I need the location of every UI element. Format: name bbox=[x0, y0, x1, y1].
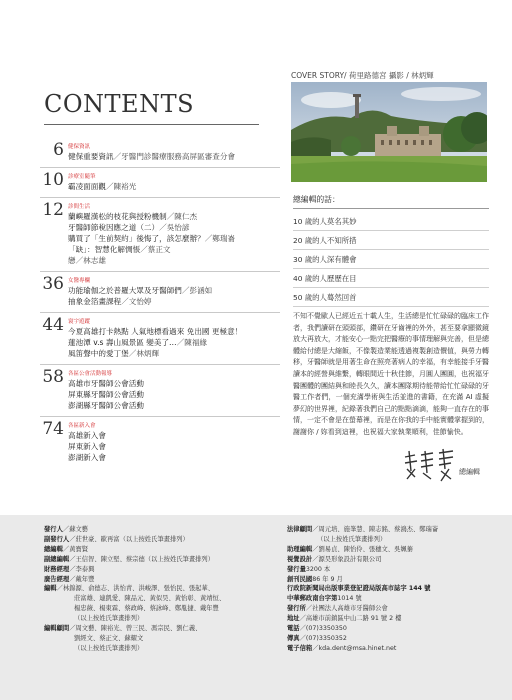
entry-author: ／蔡正文 bbox=[140, 245, 171, 254]
credit-label: 編輯顧問 bbox=[44, 625, 70, 633]
signature-role: 總編輯 bbox=[459, 467, 480, 476]
credit-label: 副總編輯 bbox=[44, 555, 70, 563]
contents-entry[interactable] bbox=[68, 211, 280, 222]
entry-title: 屏東新入會 bbox=[68, 442, 106, 451]
contents-entry[interactable] bbox=[68, 255, 280, 266]
credit-row bbox=[44, 565, 254, 575]
contents-entry[interactable] bbox=[68, 389, 280, 400]
signature-block bbox=[293, 439, 489, 487]
credit-row bbox=[44, 584, 254, 594]
contents-entry[interactable] bbox=[68, 378, 280, 389]
contents-entry[interactable] bbox=[68, 441, 280, 452]
credit-value: ／李泰興 bbox=[69, 565, 95, 573]
contents-entry[interactable] bbox=[68, 222, 280, 233]
section-category: 各區新入會 bbox=[68, 423, 96, 429]
credit-row bbox=[287, 545, 487, 555]
contents-list bbox=[40, 138, 280, 468]
editor-note-line: 10 歲的人莫名其妙 bbox=[293, 212, 489, 231]
title-divider bbox=[44, 124, 259, 125]
credit-label: 法律顧問 bbox=[287, 526, 313, 533]
editor-note-line: 20 歲的人不知所措 bbox=[293, 231, 489, 250]
entry-title: 屏東縣牙醫師公會活動 bbox=[68, 390, 144, 399]
credit-row bbox=[287, 624, 487, 634]
section-category: 女醫專欄 bbox=[68, 278, 91, 284]
entry-title: 澎湖新入會 bbox=[68, 453, 106, 462]
editor-note bbox=[293, 194, 489, 487]
credit-label: 中華郵政南台字第 bbox=[287, 595, 338, 603]
credit-value: ／高雄市前鎮區中山二路 91 號 2 樓 bbox=[299, 615, 402, 623]
credit-label: 總編輯 bbox=[44, 545, 63, 553]
entry-author: ／林志雄 bbox=[75, 256, 106, 265]
section-36 bbox=[40, 271, 280, 312]
contents-entry[interactable] bbox=[68, 181, 280, 192]
credit-row bbox=[44, 535, 254, 545]
page-number: 36 bbox=[42, 274, 64, 294]
entry-author: ／牙醫門診醫療服務高屏區審查分會 bbox=[113, 152, 236, 161]
entry-title: 「缺」：智慧化解惆悵 bbox=[68, 245, 141, 254]
page-number: 12 bbox=[42, 200, 64, 220]
entry-author: ／陳裕光 bbox=[105, 182, 137, 191]
credit-row bbox=[44, 555, 254, 565]
entry-title: 高雄市牙醫師公會活動 bbox=[68, 379, 144, 388]
entry-author: ／陳福緣 bbox=[176, 338, 208, 347]
page-title: CONTENTS bbox=[44, 90, 195, 118]
credit-row bbox=[287, 525, 487, 535]
credit-value: ／黃寶賢 bbox=[62, 545, 89, 553]
section-category: 各區公會活動報導 bbox=[68, 371, 113, 377]
contents-entry[interactable] bbox=[68, 326, 280, 337]
credit-value: ／蘇文藝 bbox=[62, 526, 89, 533]
credit-value: ／周文藝、陳裕光、曾三民、馮宗民、劉仁義、 bbox=[69, 625, 202, 633]
contents-entry[interactable] bbox=[68, 430, 280, 441]
credit-row bbox=[287, 644, 487, 654]
entry-title: 蘭嶼羅漢松的枝花與授粉機制 bbox=[68, 212, 167, 221]
section-74 bbox=[40, 416, 280, 468]
credit-value: ／劉易貞、陳怡伶、張穗文、吳姵蓁 bbox=[312, 545, 413, 553]
entry-title: 今夏高雄打卡熱點 人氣地標看過來 免出國 更極意！ bbox=[68, 327, 243, 336]
section-category: 診療室隨筆 bbox=[68, 174, 96, 180]
page-number: 6 bbox=[53, 140, 64, 160]
credit-label: 電話 bbox=[287, 625, 300, 633]
entry-author: ／文怡婷 bbox=[121, 297, 152, 306]
credit-value: ／戴年豐 bbox=[69, 575, 95, 583]
credit-value: 86 年 9 月 bbox=[312, 575, 343, 583]
credit-row bbox=[44, 545, 254, 555]
credit-value: ／kda.dent@msa.hinet.net bbox=[312, 644, 397, 652]
credit-label: 電子信箱 bbox=[287, 644, 313, 652]
credit-value: 3200 本 bbox=[305, 565, 331, 573]
section-category: 診間生活 bbox=[68, 204, 91, 210]
credit-label: 助理編輯 bbox=[287, 545, 313, 553]
credit-label: 行政院新聞局出版事業登記證局版高市誌字 144 號 bbox=[287, 585, 431, 593]
credit-continuation: 莊富雄、連凱愛、陳品元、黃似昊、黃怡彰、黃靖恒、 bbox=[74, 595, 226, 603]
entry-title: 抽象金箔畫課程 bbox=[68, 297, 122, 306]
contents-entry[interactable] bbox=[68, 400, 280, 411]
credit-label: 發行量 bbox=[287, 565, 306, 573]
credit-row bbox=[44, 525, 254, 535]
contents-entry[interactable] bbox=[68, 233, 280, 244]
contents-entry[interactable] bbox=[68, 285, 280, 296]
section-12 bbox=[40, 197, 280, 271]
entry-author: ／陳仁杰 bbox=[166, 212, 198, 221]
credit-label: 地址 bbox=[287, 615, 300, 623]
credit-value: ／(07)3350352 bbox=[299, 634, 347, 642]
entry-title: 蓮池潭 v.s 壽山風景區 變美了… bbox=[68, 338, 177, 347]
credit-value: ／源昊形象設計有限公司 bbox=[312, 555, 382, 563]
entry-title: 戀 bbox=[68, 256, 76, 265]
entry-title: 購買了「生前契約」後悔了，該怎麼辦？ bbox=[68, 234, 205, 243]
credit-value: ／林錦源、俞德志、洪怡青、洪峻澤、張怡民、張起華、 bbox=[56, 585, 215, 593]
editor-note-line: 30 歲的人深有體會 bbox=[293, 250, 489, 269]
credit-row bbox=[287, 555, 487, 565]
contents-entry[interactable] bbox=[68, 337, 280, 348]
credit-row bbox=[287, 575, 487, 585]
credit-label: 視覺設計 bbox=[287, 555, 313, 563]
credit-continuation: 楊忠薇、楊東霖、蔡政峰、蔡詠峰、鄭胤捷、戴年豐 bbox=[74, 605, 219, 613]
credit-label: 發行人 bbox=[44, 526, 63, 533]
entry-title: 高雄新入會 bbox=[68, 431, 106, 440]
section-10 bbox=[40, 167, 280, 197]
credit-label: 副發行人 bbox=[44, 535, 70, 543]
credit-label: 創刊民國 bbox=[287, 575, 313, 583]
section-category: 健保資訊 bbox=[68, 144, 91, 150]
credit-label: 編輯 bbox=[44, 585, 57, 593]
contents-entry[interactable] bbox=[68, 244, 280, 255]
credit-value: 1014 號 bbox=[337, 595, 362, 603]
cover-story-caption: COVER STORY/ 荷里路德宮 攝影 / 林炳輝 bbox=[291, 71, 434, 80]
credit-row bbox=[287, 634, 487, 644]
credit-value: ／(07)3350350 bbox=[299, 625, 347, 633]
credits-right-column bbox=[287, 525, 487, 654]
entry-title: 風笛聲中的愛丁堡 bbox=[68, 349, 129, 358]
entry-title: 霸凌面面觀 bbox=[68, 182, 106, 191]
credit-value: ／社團法人高雄市牙醫師公會 bbox=[305, 605, 388, 613]
entry-title: 功能瑜伽之於普羅大眾及牙醫師們 bbox=[68, 286, 182, 295]
contents-entry[interactable] bbox=[68, 452, 280, 463]
credits-left-column bbox=[44, 525, 254, 654]
cover-photo bbox=[291, 82, 487, 182]
entry-title: 澎湖縣牙醫師公會活動 bbox=[68, 401, 144, 410]
editor-note-heading: 總編輯的話： bbox=[293, 194, 489, 209]
credit-label: 財務經理 bbox=[44, 565, 70, 573]
credit-label: 發行所 bbox=[287, 605, 306, 613]
credit-row bbox=[44, 575, 254, 585]
credit-row bbox=[287, 614, 487, 624]
credit-value: ／莊世豪、歐再富（以上按姓氏筆畫排列） bbox=[69, 535, 189, 543]
handwritten-signature bbox=[401, 447, 457, 483]
contents-entry[interactable] bbox=[68, 296, 280, 307]
contents-entry[interactable] bbox=[68, 348, 280, 359]
credit-row bbox=[287, 594, 487, 604]
editor-note-body: 不知不覺歐人已經近五十載人生，生活總是忙忙碌碌的臨床工作者，我們讀研在頭頭部，鑽研在牙齒裡的外外，甚至要拿顯微鏡放大再放大，才能安心一點完把醫療的事情理解與完善，但是總體給付總是大縮飯，不像製造業能透過複製創造價值，與勞力轉移，牙醫師就是用著生命在照亮著病人的幸福，有幸能接手牙醫讀本的經營與維繫，轉眼間近十秋佳節，月圓人團圓，也祝福牙醫團體的團結與和睦長久久，讀本團隊期待能帶給忙忙碌碌的牙醫工作者們，一個充滿學術與生活並進的書籍，在充滿 AI 虛擬夢幻的世界裡，紀錄著我們自己的點點滴滴，能夠一直存在的事情，一定不會是在螢幕裡，而是在你我的手中能實體掌握到的，謝謝你 / 妳看到這裡，也祝福大家執業順利，佳節愉快。 bbox=[293, 312, 489, 436]
credit-value: ／王信智、陳立堅、蔡宗德（以上按姓氏筆畫排列） bbox=[69, 555, 215, 563]
credit-row bbox=[287, 604, 487, 614]
page-number: 58 bbox=[42, 367, 64, 387]
masthead-credits bbox=[0, 515, 512, 700]
section-44 bbox=[40, 312, 280, 364]
credit-label: 廣告經理 bbox=[44, 575, 70, 583]
credit-label: 傳真 bbox=[287, 634, 300, 642]
credit-row bbox=[44, 624, 254, 634]
page-number: 10 bbox=[42, 170, 64, 190]
editor-note-line: 40 歲的人歷歷在目 bbox=[293, 269, 489, 288]
credit-continuation: （以上按姓氏筆畫排列） bbox=[317, 535, 387, 543]
page-number: 74 bbox=[42, 419, 64, 439]
entry-title: 健保重要資訊 bbox=[68, 152, 114, 161]
editor-note-line: 50 歲的人蓦然回首 bbox=[293, 288, 489, 307]
section-58 bbox=[40, 364, 280, 416]
credit-value: ／周元培、施峯慧、陳志銘、蔡鴻杰、鄭瑞崙 bbox=[312, 526, 439, 533]
credit-continuation: （以上按姓氏筆畫排列） bbox=[74, 644, 144, 652]
page-number: 44 bbox=[42, 315, 64, 335]
entry-title: 牙醫師節稅因應之道（二） bbox=[68, 223, 160, 232]
credit-continuation: 劉經文、蔡正文、蘇耀文 bbox=[74, 634, 144, 642]
entry-author: ／吳怡諺 bbox=[159, 223, 190, 232]
credit-continuation: （以上按姓氏筆畫排列） bbox=[74, 615, 144, 623]
entry-author: ／林炳輝 bbox=[128, 349, 160, 358]
entry-author: ／鄭瑞崙 bbox=[204, 234, 236, 243]
credit-row bbox=[287, 565, 487, 575]
credit-row bbox=[287, 584, 487, 594]
contents-entry[interactable] bbox=[68, 151, 280, 162]
section-category: 寰宇遊蹤 bbox=[68, 319, 91, 325]
section-6 bbox=[40, 138, 280, 167]
entry-author: ／彭涵如 bbox=[181, 286, 213, 295]
